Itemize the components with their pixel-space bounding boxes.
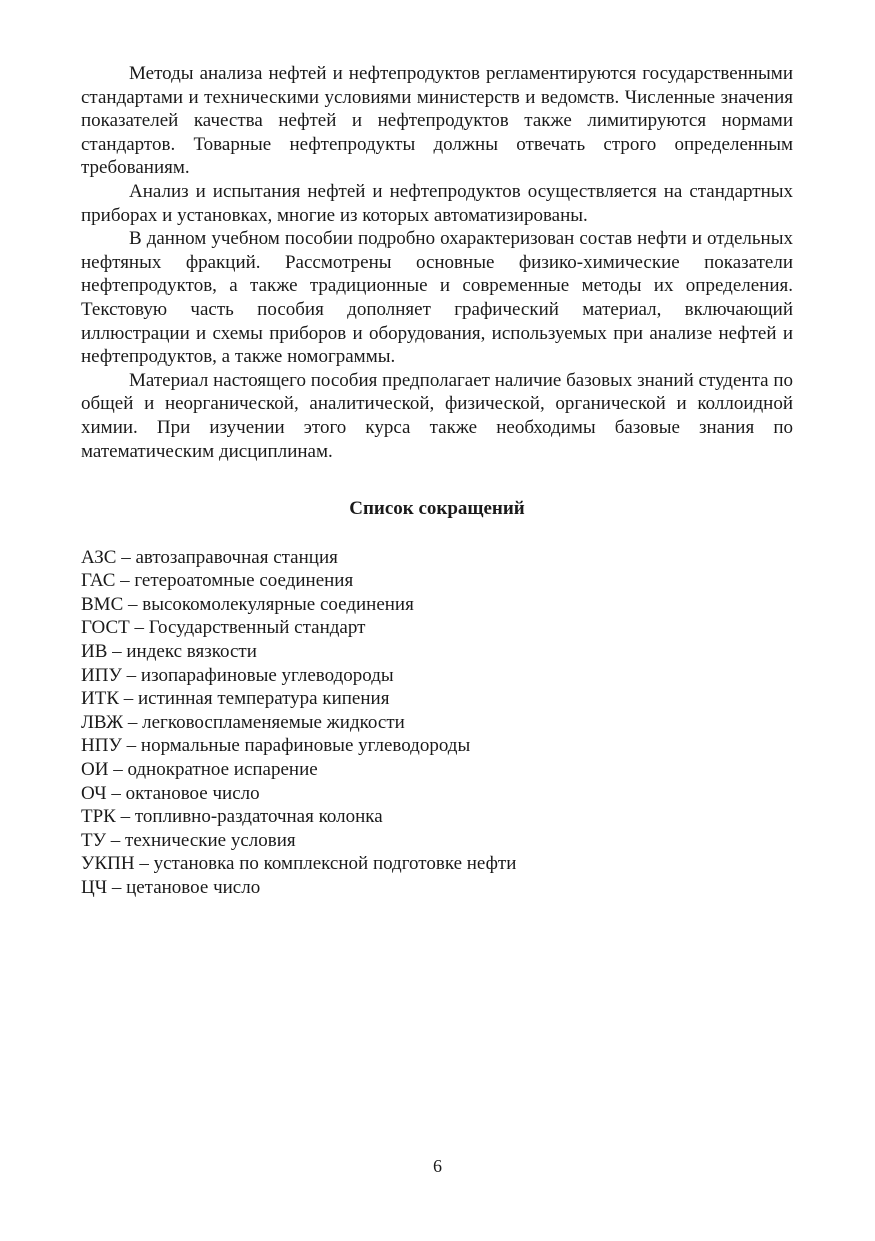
abbreviation-item: ИТК – истинная температура кипения [81,688,390,710]
abbreviation-item: ОЧ – октановое число [81,782,260,804]
abbreviation-item: НПУ – нормальные парафиновые углеводороды [81,735,471,757]
abbreviation-item: ГАС – гетероатомные соединения [81,570,354,592]
abbreviation-item: УКПН – установка по комплексной подготовке нефти [81,853,517,875]
abbreviation-item: ТРК – топливно-раздаточная колонка [81,806,383,828]
abbreviation-item: ИПУ – изопарафиновые углеводороды [81,664,394,686]
abbreviations-list [81,546,793,900]
intro-paragraph-3: В данном учебном пособии подробно охарактеризован состав нефти и отдельных нефтяных фракций. Рассмотрены основные физико-химические показатели нефтепродуктов, а также традиционные и современные методы их определения. Текстовую часть пособия дополняет графический материал, включающий иллюстрации и схемы приборов и оборудования, используемых при анализе нефтей и нефтепродуктов, а также номограммы. [81,228,793,368]
abbreviation-item: ЛВЖ – легковоспламеняемые жидкости [81,711,405,733]
abbreviation-item: ОИ – однократное испарение [81,759,318,781]
abbreviation-item: ГОСТ – Государственный стандарт [81,617,366,639]
abbreviation-item: ВМС – высокомолекулярные соединения [81,593,414,615]
abbreviations-title: Список сокращений [349,498,525,520]
page-content [81,62,793,900]
intro-paragraph-2: Анализ и испытания нефтей и нефтепродуктов осуществляется на стандартных приборах и установках, многие из которых автоматизированы. [81,180,793,226]
intro-paragraph-1: Методы анализа нефтей и нефтепродуктов регламентируются государственными стандартами и техническими условиями министерств и ведомств. Численные значения показателей качества нефтей и нефтепродуктов также лимитируются нормами стандартов. Товарные нефтепродукты должны отвечать строго определенным требованиям. [81,63,793,179]
abbreviation-item: ЦЧ – цетановое число [81,877,261,898]
abbreviation-item: ТУ – технические условия [81,829,296,851]
page-number: 6 [433,1156,442,1176]
abbreviation-item: АЗС – автозаправочная станция [81,546,338,568]
abbreviation-item: ИВ – индекс вязкости [81,641,257,663]
intro-paragraph-4: Материал настоящего пособия предполагает наличие базовых знаний студента по общей и неорганической, аналитической, физической, органической и коллоидной химии. При изучении этого курса также необходимы базовые знания по математическим дисциплинам. [81,369,793,462]
